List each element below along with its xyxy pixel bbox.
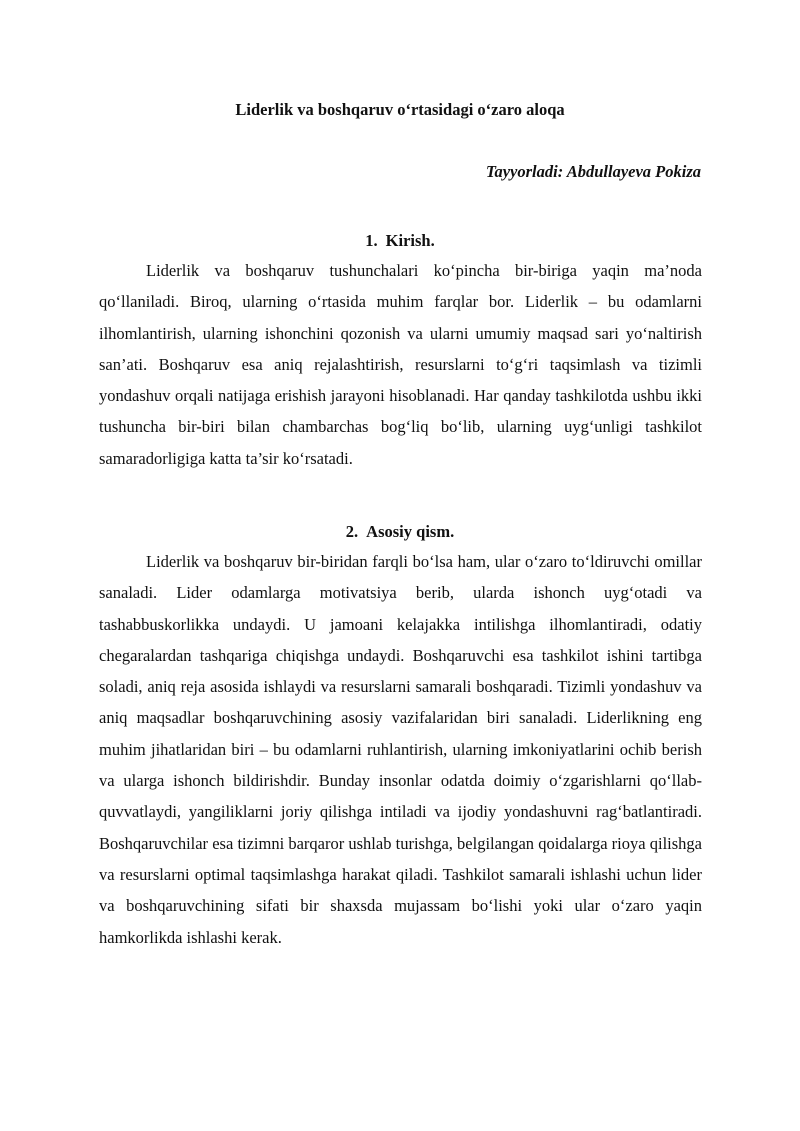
section-paragraph-kirish: Liderlik va boshqaruv tushunchalari ko‘pincha bir-biriga yaqin ma’noda qo‘llaniladi. Biroq, ularning o‘rtasida muhim farqlar bor. Liderlik – bu odamlarni ilhomlantirish, ularning ishonchini qozonish va ularni umumiy maqsad sari yo‘naltirish san’ati. Boshqaruv esa aniq rejalashtirish, resurslarni to‘g‘ri taqsimlash va tizimli yondashuv orqali natijaga erishish jarayoni hisoblanadi. Har qanday tashkilotda ushbu ikki tushuncha bir-biri bilan chambarchas bog‘liq bo‘lib, ularning uyg‘unligi tashkilot samaradorligiga katta ta’sir ko‘rsatadi.	[99, 261, 702, 468]
section-title: Kirish.	[385, 231, 435, 250]
section-heading-kirish	[0, 230, 800, 252]
document-title: Liderlik va boshqaruv o‘rtasidagi o‘zaro aloqa	[235, 100, 565, 119]
section-paragraph-asosiy-qism: Liderlik va boshqaruv bir-biridan farqli bo‘lsa ham, ular o‘zaro to‘ldiruvchi omillar sanaladi. Lider odamlarga motivatsiya berib, ularda ishonch uyg‘otadi va tashabbuskorlikka undaydi. U jamoani kelajakka intilishga ilhomlantiradi, odatiy chegaralardan tashqariga chiqishga undaydi. Boshqaruvchi esa tashkilot ishini tartibga soladi, aniq reja asosida ishlaydi va resurslarni samarali boshqaradi. Tizimli yondashuv va aniq maqsadlar boshqaruvchining asosiy vazifalaridan biri sanaladi. Liderlikning eng muhim jihatlaridan biri – bu odamlarni ruhlantirish, ularning imkoniyatlarini ochib berish va ularga ishonch bildirishdir. Bunday insonlar odatda doimiy o‘zgarishlarni qo‘llab-quvvatlaydi, yangiliklarni joriy qilishga intiladi va ijodiy yondashuvni rag‘batlantiradi. Boshqaruvchilar esa tizimni barqaror ushlab turishga, belgilangan qoidalarga rioya qilishga va resurslarni optimal taqsimlashga harakat qiladi. Tashkilot samarali ishlashi uchun lider va boshqaruvchining sifati bir shaxsda mujassam bo‘lishi yoki ular o‘zaro yaqin hamkorlikda ishlashi kerak.	[99, 552, 702, 947]
section-heading-asosiy-qism	[0, 521, 800, 543]
section-number: 2.	[345, 522, 359, 541]
section-number: 1.	[365, 231, 378, 250]
author-line: Tayyorladi: Abdullayeva Pokiza	[485, 162, 701, 181]
section-title: Asosiy qism.	[366, 522, 455, 541]
